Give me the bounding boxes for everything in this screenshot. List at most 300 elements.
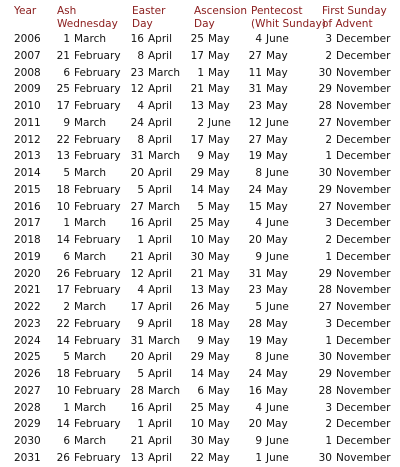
ascension-day-cell: [190, 132, 230, 149]
month-name: March: [74, 435, 107, 447]
table-row: [0, 182, 400, 199]
advent-cell: [314, 383, 391, 400]
month-name: March: [148, 150, 181, 163]
ash-wednesday-cell: [48, 115, 106, 132]
month-name: May: [208, 33, 230, 45]
table-row: [0, 416, 400, 433]
day-number: 1: [325, 150, 332, 163]
month-name: April: [148, 49, 172, 62]
ash-wednesday-cell: [48, 132, 121, 149]
header-advent-line1: First Sunday: [322, 5, 387, 17]
table-row: [0, 316, 400, 333]
month-name: November: [336, 66, 391, 79]
pentecost-cell: [248, 65, 288, 82]
month-name: November: [336, 451, 391, 464]
advent-cell: [314, 433, 390, 450]
year-cell: 2018: [14, 234, 41, 246]
month-name: April: [148, 217, 172, 230]
day-number: 27: [248, 49, 262, 62]
month-name: May: [266, 133, 288, 146]
easter-day-cell: [130, 98, 172, 115]
month-name: February: [74, 284, 121, 297]
header-year: Year: [14, 5, 37, 17]
ash-wednesday-cell: [48, 249, 106, 266]
month-name: December: [336, 33, 391, 45]
header-ascension-line1: Ascension: [194, 5, 248, 17]
advent-cell: [314, 400, 390, 417]
day-number: 14: [190, 183, 204, 196]
table-row: [0, 400, 400, 417]
month-name: March: [74, 301, 107, 313]
day-number: 8: [255, 351, 262, 364]
month-name: April: [148, 418, 172, 431]
advent-cell: [314, 98, 391, 115]
month-name: April: [148, 351, 172, 364]
day-number: 6: [63, 435, 70, 447]
ascension-day-cell: [190, 333, 230, 350]
day-number: 20: [130, 351, 144, 364]
day-number: 1: [255, 451, 262, 464]
pentecost-cell: [248, 31, 289, 48]
day-number: 5: [137, 183, 144, 196]
day-number: 28: [318, 284, 332, 297]
day-number: 17: [190, 49, 204, 62]
day-number: 3: [325, 33, 332, 45]
day-number: 26: [190, 301, 204, 313]
day-number: 14: [56, 234, 70, 246]
day-number: 30: [318, 351, 332, 364]
month-name: November: [336, 116, 391, 129]
day-number: 1: [137, 234, 144, 246]
ash-wednesday-cell: [48, 148, 121, 165]
table-row: [0, 65, 400, 82]
month-name: June: [266, 435, 289, 447]
month-name: May: [266, 418, 288, 431]
month-name: April: [148, 183, 172, 196]
table-row: [0, 232, 400, 249]
ascension-day-cell: [190, 215, 230, 232]
day-number: 6: [63, 66, 70, 79]
year-cell: 2012: [14, 133, 41, 146]
day-number: 4: [255, 217, 262, 230]
month-name: February: [74, 66, 121, 79]
day-number: 13: [130, 451, 144, 464]
advent-cell: [314, 65, 391, 82]
year-cell: 2009: [14, 83, 41, 96]
ascension-day-cell: [190, 182, 230, 199]
month-name: May: [266, 83, 288, 96]
ash-wednesday-cell: [48, 299, 106, 316]
day-number: 31: [130, 334, 144, 347]
day-number: 10: [56, 384, 70, 397]
month-name: November: [336, 301, 391, 313]
month-name: June: [266, 217, 289, 230]
advent-cell: [314, 31, 390, 48]
day-number: 17: [56, 100, 70, 112]
easter-day-cell: [130, 316, 172, 333]
month-name: May: [266, 284, 288, 297]
year-cell: 2006: [14, 33, 41, 45]
ascension-day-cell: [190, 433, 230, 450]
day-number: 10: [56, 200, 70, 213]
day-number: 14: [56, 418, 70, 431]
month-name: June: [266, 33, 289, 45]
month-name: March: [74, 250, 107, 263]
year-cell: 2025: [14, 351, 41, 364]
day-number: 14: [190, 368, 204, 380]
month-name: May: [208, 334, 230, 347]
day-number: 9: [197, 150, 204, 163]
day-number: 13: [190, 284, 204, 297]
month-name: March: [148, 66, 181, 79]
month-name: December: [336, 234, 391, 246]
easter-day-cell: [130, 299, 172, 316]
month-name: April: [148, 133, 172, 146]
month-name: December: [336, 133, 391, 146]
day-number: 21: [190, 83, 204, 96]
month-name: February: [74, 317, 121, 330]
header-easter-line2: Day: [132, 18, 153, 30]
advent-cell: [314, 249, 390, 266]
header-ascension-line2: Day: [194, 18, 215, 30]
day-number: 9: [255, 435, 262, 447]
table-row: [0, 433, 400, 450]
year-cell: 2011: [14, 116, 41, 129]
month-name: April: [148, 401, 172, 414]
month-name: May: [208, 250, 230, 263]
month-name: February: [74, 384, 121, 397]
table-row: [0, 266, 400, 283]
day-number: 4: [255, 33, 262, 45]
month-name: November: [336, 267, 391, 280]
table-row: [0, 132, 400, 149]
pentecost-cell: [248, 148, 288, 165]
pentecost-cell: [248, 98, 288, 115]
easter-day-cell: [130, 400, 172, 417]
day-number: 18: [56, 183, 70, 196]
ascension-day-cell: [190, 266, 230, 283]
table-row: [0, 282, 400, 299]
month-name: March: [74, 116, 107, 129]
ash-wednesday-cell: [48, 366, 121, 383]
advent-cell: [314, 81, 391, 98]
table-row: [0, 199, 400, 216]
month-name: May: [266, 384, 288, 397]
year-cell: 2010: [14, 100, 41, 112]
ascension-day-cell: [190, 383, 230, 400]
month-name: February: [74, 83, 121, 96]
day-number: 29: [190, 351, 204, 364]
advent-cell: [314, 366, 391, 383]
day-number: 3: [325, 401, 332, 414]
month-name: February: [74, 451, 121, 464]
month-name: April: [148, 100, 172, 112]
advent-cell: [314, 316, 390, 333]
month-name: May: [266, 200, 288, 213]
month-name: May: [208, 435, 230, 447]
day-number: 27: [248, 133, 262, 146]
day-number: 30: [190, 435, 204, 447]
easter-day-cell: [130, 266, 172, 283]
day-number: 1: [63, 401, 70, 414]
month-name: April: [148, 167, 172, 179]
day-number: 12: [248, 116, 262, 129]
easter-day-cell: [130, 383, 180, 400]
day-number: 24: [248, 368, 262, 380]
day-number: 1: [137, 418, 144, 431]
month-name: May: [208, 267, 230, 280]
pentecost-cell: [248, 232, 288, 249]
day-number: 1: [325, 435, 332, 447]
month-name: December: [336, 49, 391, 62]
ascension-day-cell: [190, 115, 231, 132]
month-name: December: [336, 317, 391, 330]
ascension-day-cell: [190, 299, 230, 316]
month-name: March: [148, 384, 181, 397]
easter-day-cell: [130, 416, 172, 433]
easter-day-cell: [130, 148, 180, 165]
month-name: December: [336, 334, 391, 347]
month-name: May: [208, 401, 230, 414]
day-number: 29: [318, 368, 332, 380]
easter-day-cell: [130, 450, 172, 467]
month-name: February: [74, 49, 121, 62]
year-cell: 2008: [14, 66, 41, 79]
day-number: 29: [318, 83, 332, 96]
ascension-day-cell: [190, 249, 230, 266]
ash-wednesday-cell: [48, 232, 121, 249]
pentecost-cell: [248, 165, 289, 182]
day-number: 4: [137, 100, 144, 112]
month-name: November: [336, 200, 391, 213]
day-number: 10: [190, 234, 204, 246]
month-name: February: [74, 368, 121, 380]
day-number: 28: [318, 384, 332, 397]
day-number: 21: [130, 250, 144, 263]
month-name: December: [336, 250, 391, 263]
day-number: 31: [130, 150, 144, 163]
pentecost-cell: [248, 333, 288, 350]
ascension-day-cell: [190, 450, 230, 467]
table-row: [0, 299, 400, 316]
advent-cell: [314, 232, 390, 249]
advent-cell: [314, 299, 391, 316]
ascension-day-cell: [190, 400, 230, 417]
month-name: June: [266, 351, 289, 364]
advent-cell: [314, 282, 391, 299]
month-name: February: [74, 183, 121, 196]
day-number: 25: [190, 33, 204, 45]
month-name: April: [148, 435, 172, 447]
ash-wednesday-cell: [48, 450, 121, 467]
month-name: May: [208, 301, 230, 313]
ascension-day-cell: [190, 98, 230, 115]
day-number: 24: [130, 116, 144, 129]
ash-wednesday-cell: [48, 81, 121, 98]
easter-day-cell: [130, 232, 172, 249]
easter-day-cell: [130, 433, 172, 450]
day-number: 1: [197, 66, 204, 79]
pentecost-cell: [248, 366, 288, 383]
ash-wednesday-cell: [48, 433, 106, 450]
day-number: 28: [130, 384, 144, 397]
table-row: [0, 349, 400, 366]
month-name: May: [208, 284, 230, 297]
easter-day-cell: [130, 182, 172, 199]
month-name: May: [208, 418, 230, 431]
month-name: June: [208, 116, 231, 129]
ascension-day-cell: [190, 65, 230, 82]
month-name: March: [74, 33, 107, 45]
day-number: 2: [63, 301, 70, 313]
month-name: February: [74, 267, 121, 280]
day-number: 22: [190, 451, 204, 464]
month-name: May: [208, 217, 230, 230]
easter-day-cell: [130, 199, 180, 216]
day-number: 9: [137, 317, 144, 330]
day-number: 19: [248, 150, 262, 163]
easter-day-cell: [130, 366, 172, 383]
ascension-day-cell: [190, 48, 230, 65]
month-name: November: [336, 384, 391, 397]
day-number: 31: [248, 267, 262, 280]
day-number: 8: [137, 133, 144, 146]
month-name: June: [266, 116, 289, 129]
day-number: 29: [190, 167, 204, 179]
ash-wednesday-cell: [48, 400, 106, 417]
month-name: April: [148, 116, 172, 129]
year-cell: 2022: [14, 301, 41, 313]
day-number: 17: [190, 133, 204, 146]
advent-cell: [314, 215, 390, 232]
pentecost-cell: [248, 81, 288, 98]
day-number: 18: [56, 368, 70, 380]
month-name: April: [148, 284, 172, 297]
pentecost-cell: [248, 299, 289, 316]
advent-cell: [314, 165, 391, 182]
advent-cell: [314, 48, 390, 65]
table-row: [0, 450, 400, 467]
month-name: February: [74, 334, 121, 347]
pentecost-cell: [248, 215, 289, 232]
day-number: 22: [56, 317, 70, 330]
month-name: May: [208, 83, 230, 96]
ash-wednesday-cell: [48, 65, 121, 82]
ascension-day-cell: [190, 81, 230, 98]
day-number: 3: [325, 317, 332, 330]
month-name: April: [148, 451, 172, 464]
month-name: June: [266, 250, 289, 263]
year-cell: 2023: [14, 317, 41, 330]
day-number: 22: [56, 133, 70, 146]
easter-day-cell: [130, 165, 172, 182]
day-number: 8: [137, 49, 144, 62]
month-name: April: [148, 317, 172, 330]
month-name: April: [148, 234, 172, 246]
month-name: May: [208, 234, 230, 246]
advent-cell: [314, 148, 390, 165]
pentecost-cell: [248, 316, 288, 333]
ascension-day-cell: [190, 199, 230, 216]
ash-wednesday-cell: [48, 316, 121, 333]
day-number: 6: [63, 250, 70, 263]
month-name: February: [74, 133, 121, 146]
day-number: 25: [190, 401, 204, 414]
day-number: 9: [63, 116, 70, 129]
day-number: 16: [130, 401, 144, 414]
easter-day-cell: [130, 65, 180, 82]
ascension-day-cell: [190, 316, 230, 333]
header-pentecost-line2: (Whit Sunday): [251, 18, 326, 30]
month-name: May: [208, 150, 230, 163]
day-number: 5: [63, 167, 70, 179]
year-cell: 2020: [14, 267, 41, 280]
ash-wednesday-cell: [48, 349, 106, 366]
table-row: [0, 148, 400, 165]
month-name: December: [336, 401, 391, 414]
advent-cell: [314, 416, 390, 433]
day-number: 23: [248, 100, 262, 112]
day-number: 12: [130, 267, 144, 280]
month-name: April: [148, 83, 172, 96]
pentecost-cell: [248, 48, 288, 65]
day-number: 23: [248, 284, 262, 297]
month-name: May: [208, 200, 230, 213]
advent-cell: [314, 132, 390, 149]
day-number: 12: [130, 83, 144, 96]
day-number: 24: [248, 183, 262, 196]
day-number: 26: [56, 267, 70, 280]
month-name: November: [336, 83, 391, 96]
month-name: February: [74, 100, 121, 112]
pentecost-cell: [248, 182, 288, 199]
ascension-day-cell: [190, 366, 230, 383]
month-name: November: [336, 284, 391, 297]
day-number: 16: [130, 217, 144, 230]
month-name: December: [336, 217, 391, 230]
day-number: 30: [318, 66, 332, 79]
day-number: 6: [197, 384, 204, 397]
day-number: 1: [325, 250, 332, 263]
month-name: February: [74, 200, 121, 213]
table-row: [0, 165, 400, 182]
month-name: May: [266, 150, 288, 163]
month-name: February: [74, 418, 121, 431]
month-name: November: [336, 100, 391, 112]
ash-wednesday-cell: [48, 266, 121, 283]
month-name: May: [266, 334, 288, 347]
month-name: February: [74, 234, 121, 246]
year-cell: 2013: [14, 150, 41, 163]
pentecost-cell: [248, 199, 288, 216]
month-name: March: [74, 167, 107, 179]
easter-day-cell: [130, 115, 172, 132]
header-ash-line1: Ash: [57, 5, 77, 17]
easter-day-cell: [130, 48, 172, 65]
table-row: [0, 115, 400, 132]
day-number: 17: [56, 284, 70, 297]
pentecost-cell: [248, 383, 288, 400]
ascension-day-cell: [190, 165, 230, 182]
month-name: March: [74, 217, 107, 230]
day-number: 2: [197, 116, 204, 129]
year-cell: 2030: [14, 435, 41, 447]
day-number: 30: [190, 250, 204, 263]
month-name: March: [148, 200, 181, 213]
day-number: 29: [318, 267, 332, 280]
ascension-day-cell: [190, 282, 230, 299]
ash-wednesday-cell: [48, 333, 121, 350]
